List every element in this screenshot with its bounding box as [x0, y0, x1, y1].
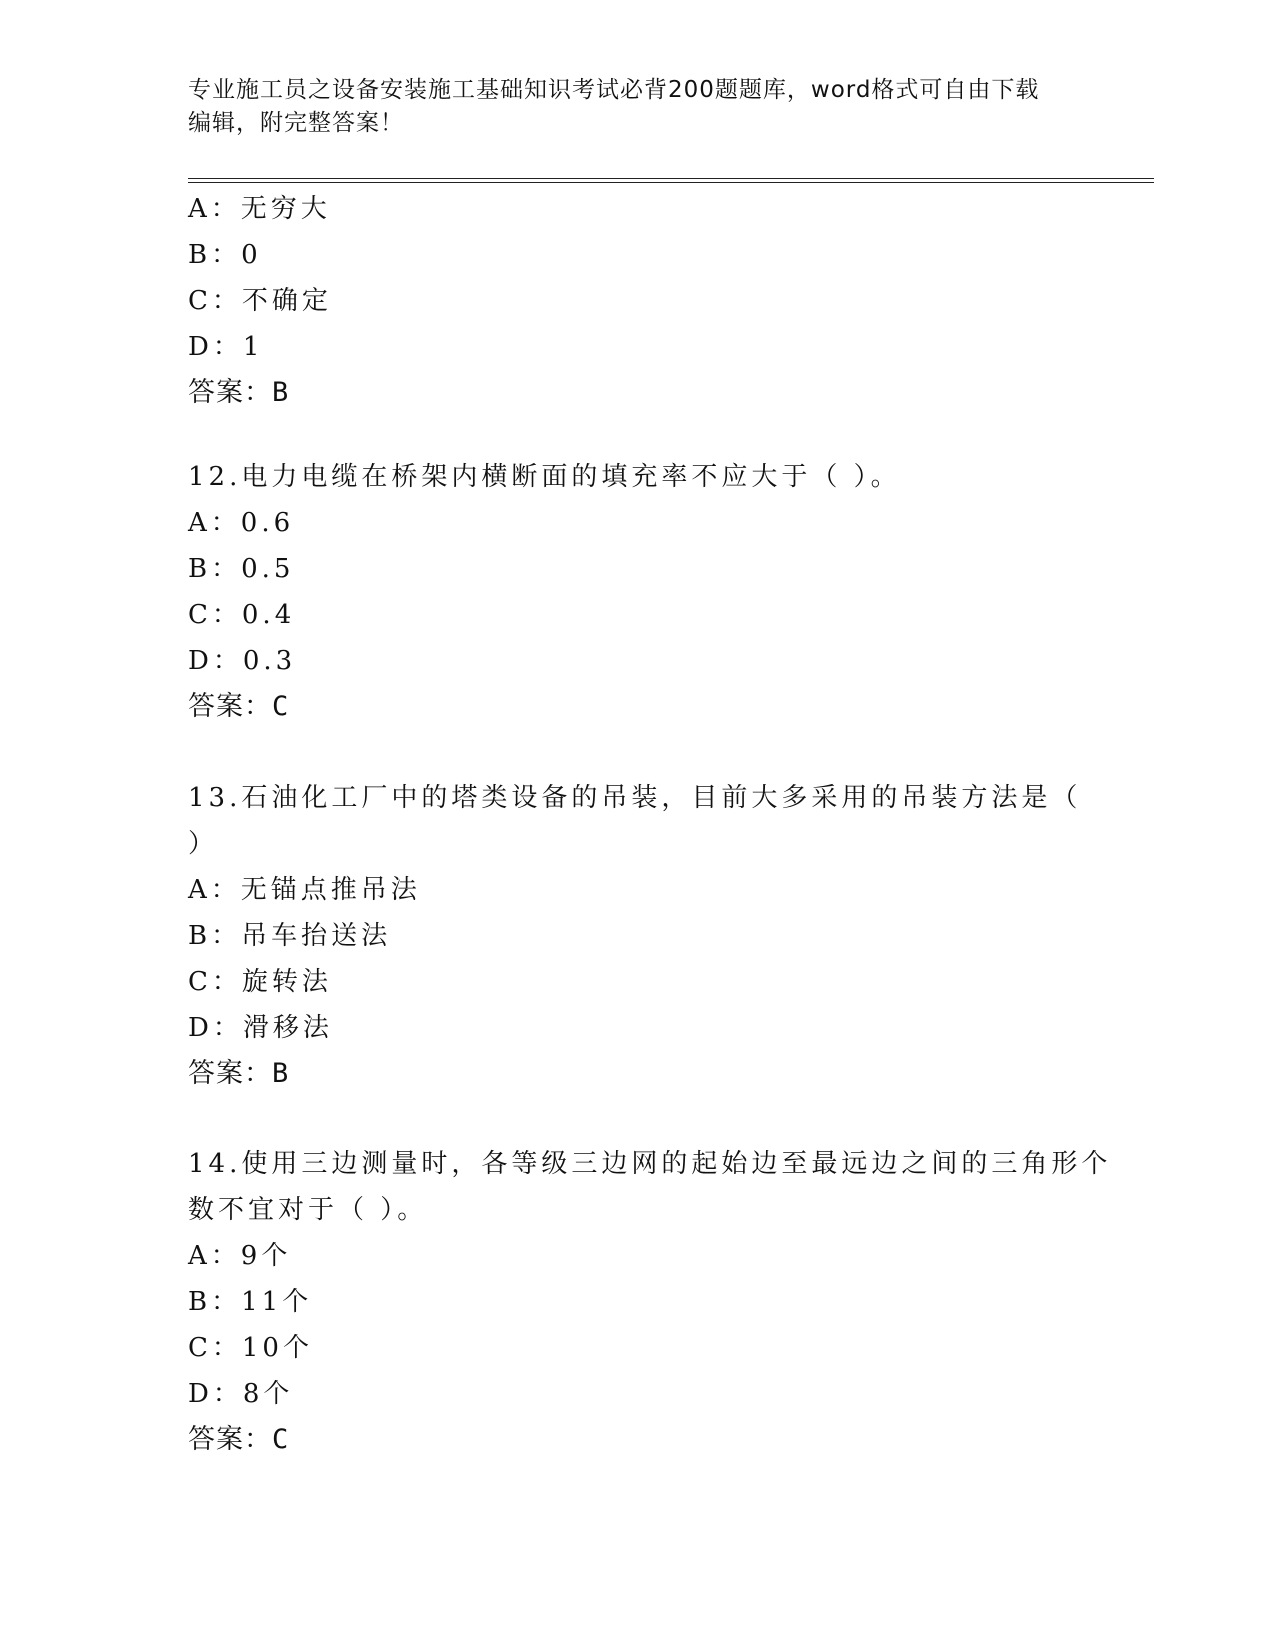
- option-a: A：无锚点推吊法: [188, 875, 421, 905]
- answer-value: B: [272, 1058, 290, 1089]
- answer-line: [188, 1051, 1088, 1097]
- option-b: B：11个: [188, 1287, 313, 1317]
- option-a: A：9个: [188, 1241, 292, 1271]
- question-stem: 12.电力电缆在桥架内横断面的填充率不应大于（ ）。: [188, 462, 901, 492]
- header-title-line-1: 专业施工员之设备安装施工基础知识考试必背200题题库，word格式可自由下载: [188, 77, 1040, 103]
- answer-value: B: [272, 377, 290, 408]
- answer-value: C: [272, 1424, 290, 1455]
- option-c: C：旋转法: [188, 967, 332, 997]
- answer-label: 答案：: [188, 1424, 272, 1455]
- question-13: [188, 775, 1088, 1097]
- question-14: [188, 1141, 1112, 1463]
- answer-value: C: [272, 691, 290, 722]
- answer-label: 答案：: [188, 377, 272, 408]
- option-a: A：无穷大: [188, 194, 331, 224]
- answer-label: 答案：: [188, 1058, 272, 1089]
- document-header: [188, 74, 1068, 140]
- option-c: C：10个: [188, 1333, 313, 1363]
- header-title-line-2: 编辑，附完整答案！: [188, 110, 404, 136]
- question-12: [188, 454, 1088, 730]
- answer-line: [188, 1417, 1088, 1463]
- question-stem-line-1: 13.石油化工厂中的塔类设备的吊装，目前大多采用的吊装方法是（: [188, 783, 1082, 813]
- option-b: B：吊车抬送法: [188, 921, 392, 951]
- question-stem-line-2: 数不宜对于（ ）。: [188, 1195, 428, 1225]
- option-d: D：滑移法: [188, 1013, 333, 1043]
- answer-label: 答案：: [188, 691, 272, 722]
- header-divider-bottom: [188, 182, 1154, 183]
- question-11: [188, 186, 1088, 416]
- option-b: B：0.5: [188, 554, 295, 584]
- option-d: D：8个: [188, 1379, 294, 1409]
- option-c: C：0.4: [188, 600, 296, 630]
- answer-line: [188, 684, 1088, 730]
- question-stem-line-2: ）: [188, 829, 219, 859]
- option-b: B：0: [188, 240, 262, 270]
- question-stem-line-1: 14.使用三边测量时，各等级三边网的起始边至最远边之间的三角形个: [188, 1149, 1112, 1179]
- option-c: C：不确定: [188, 286, 332, 316]
- answer-line: [188, 370, 1088, 416]
- option-a: A：0.6: [188, 508, 295, 538]
- option-d: D：0.3: [188, 646, 297, 676]
- header-divider-top: [188, 178, 1154, 179]
- option-d: D：1: [188, 332, 264, 362]
